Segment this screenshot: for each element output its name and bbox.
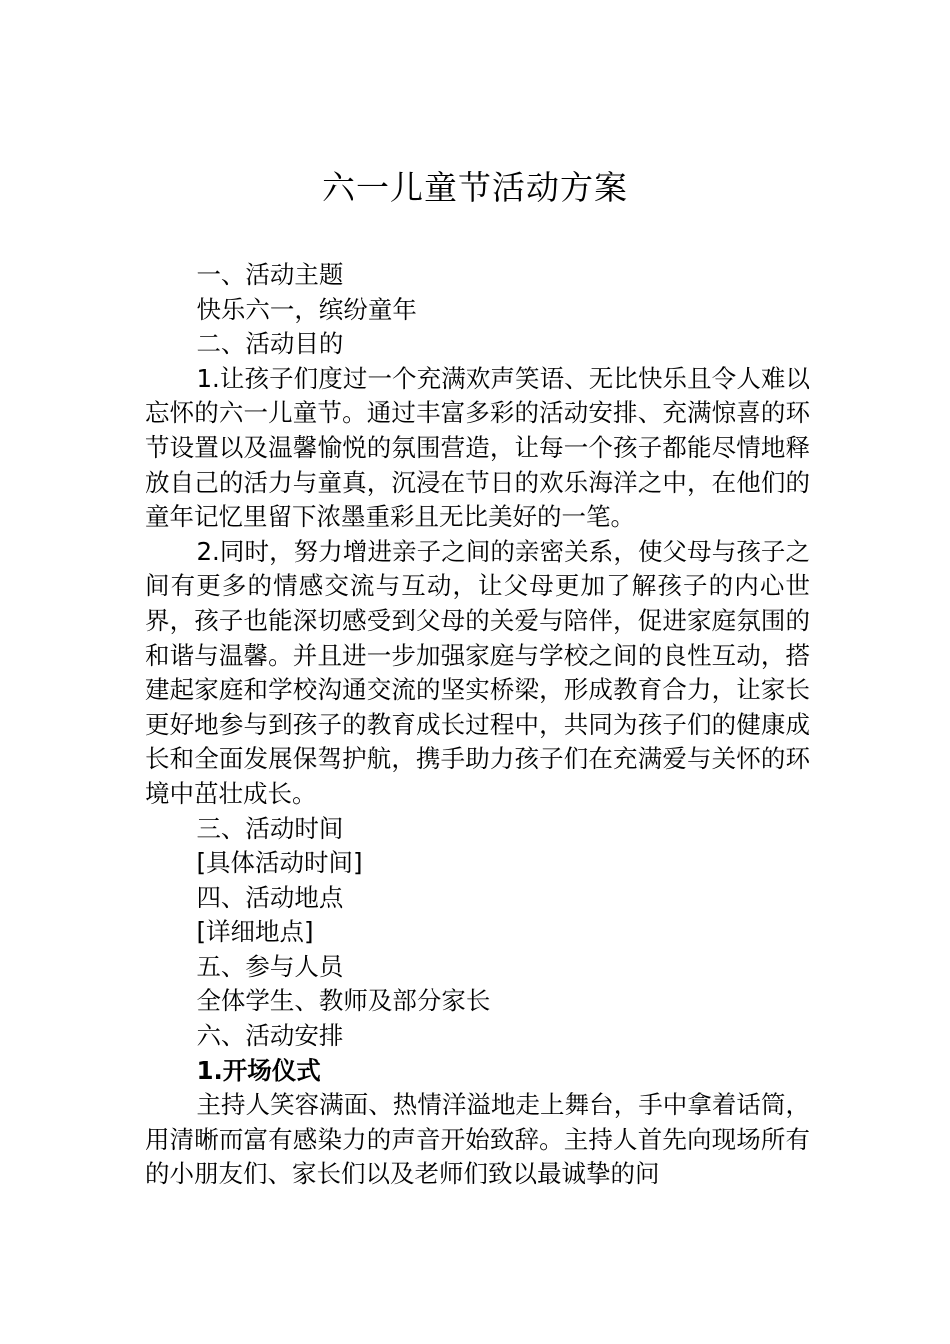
location-text: [详细地点] — [196, 917, 314, 947]
section-heading-location: 四、活动地点 — [196, 882, 344, 912]
subsection-heading-opening: 1.开场仪式 — [196, 1055, 321, 1085]
section-heading-participants: 五、参与人员 — [196, 951, 344, 981]
time-text: [具体活动时间] — [196, 848, 363, 878]
document-body — [145, 258, 810, 1192]
opening-paragraph: 主持人笑容满面、热情洋溢地走上舞台，手中拿着话筒，用清晰而富有感染力的声音开始致辞。主持人首先向现场所有的小朋友们、家长们以及老师们致以最诚挚的问 — [145, 1090, 810, 1189]
section-heading-theme: 一、活动主题 — [196, 260, 344, 289]
participants-text: 全体学生、教师及部分家长 — [196, 986, 491, 1016]
document-title: 六一儿童节活动方案 — [322, 168, 628, 207]
section-heading-purpose: 二、活动目的 — [196, 329, 344, 359]
section-heading-schedule: 六、活动安排 — [196, 1021, 344, 1051]
section-heading-time: 三、活动时间 — [196, 813, 344, 843]
theme-text: 快乐六一，缤纷童年 — [196, 294, 417, 324]
purpose-paragraph-2: 2.同时，努力增进亲子之间的亲密关系，使父母与孩子之间有更多的情感交流与互动，让父母更加了解孩子的内心世界，孩子也能深切感受到父母的关爱与陪伴，促进家庭氛围的和谐与温馨。并且进一步加强家庭与学校之间的良性互动，搭建起家庭和学校沟通交流的坚实桥梁，形成教育合力，让家长更好地参与到孩子的教育成长过程中，共同为孩子们的健康成长和全面发展保驾护航，携手助力孩子们在充满爱与关怀的环境中茁壮成长。 — [145, 536, 810, 808]
purpose-paragraph-1: 1.让孩子们度过一个充满欢声笑语、无比快乐且令人难以忘怀的六一儿童节。通过丰富多彩的活动安排、充满惊喜的环节设置以及温馨愉悦的氛围营造，让每一个孩子都能尽情地释放自己的活力与童真，沉浸在节日的欢乐海洋之中，在他们的童年记忆里留下浓墨重彩且无比美好的一笔。 — [145, 363, 810, 532]
